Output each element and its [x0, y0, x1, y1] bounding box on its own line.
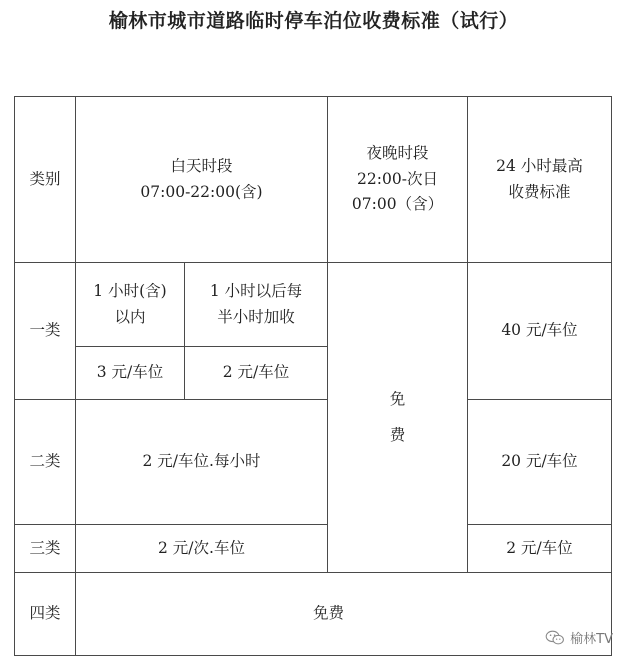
class4-label	[15, 573, 76, 655]
class1-after-hour	[185, 263, 328, 347]
class3-label-text: 三类	[29, 538, 61, 557]
class2-max-text: 20 元/车位	[501, 452, 578, 471]
header-night-hours-end: 07:00（含）	[351, 195, 444, 214]
class3-max-text: 2 元/车位	[506, 538, 573, 557]
header-daytime-label: 白天时段	[170, 156, 233, 175]
watermark	[545, 628, 613, 647]
class1-label-text: 一类	[29, 321, 61, 340]
class3-label	[15, 525, 76, 573]
night-free-char1: 免	[389, 389, 406, 408]
class3-day-fee	[76, 525, 328, 573]
class1-max-fee	[468, 263, 611, 400]
class2-day-text: 2 元/车位.每小时	[142, 452, 261, 471]
document-title: 榆林市城市道路临时停车泊位收费标准（试行）	[108, 10, 519, 32]
class2-label	[15, 400, 76, 525]
class1-max-text: 40 元/车位	[501, 321, 578, 340]
header-max-line1: 24 小时最高	[496, 156, 583, 175]
header-max-fee	[468, 97, 611, 263]
fee-table	[14, 96, 612, 656]
class2-day-fee	[76, 400, 328, 525]
header-night-hours-start: 22:00-次日	[357, 169, 438, 188]
header-night-label: 夜晚时段	[366, 144, 429, 163]
wechat-icon	[545, 630, 565, 646]
header-category	[15, 97, 76, 263]
header-category-text: 类别	[29, 169, 61, 188]
class4-free	[76, 573, 611, 655]
class1-first-hour-line2: 以内	[114, 307, 146, 326]
header-daytime-hours: 07:00-22:00(含)	[140, 182, 263, 201]
watermark-text: 榆林TV	[570, 632, 613, 647]
night-free-char2: 费	[389, 425, 406, 444]
class2-label-text: 二类	[29, 452, 61, 471]
class2-max-fee	[468, 400, 611, 525]
class4-free-text: 免费	[312, 604, 344, 623]
class1-first-hour-price	[76, 347, 185, 400]
class3-max-fee	[468, 525, 611, 573]
header-night	[328, 97, 468, 263]
header-daytime	[76, 97, 328, 263]
class1-after-hour-line2: 半小时加收	[217, 307, 295, 326]
class3-day-text: 2 元/次.车位	[158, 538, 245, 557]
class1-price1-text: 3 元/车位	[96, 363, 164, 382]
class1-after-hour-line1: 1 小时以后每	[209, 281, 303, 300]
class1-label	[15, 263, 76, 400]
class1-first-hour-line1: 1 小时(含)	[93, 281, 167, 300]
class4-label-text: 四类	[29, 604, 61, 623]
class1-after-hour-price	[185, 347, 328, 400]
class1-price2-text: 2 元/车位	[222, 363, 290, 382]
night-free-cell	[328, 263, 468, 573]
header-max-line2: 收费标准	[508, 182, 571, 201]
class1-first-hour	[76, 263, 185, 347]
